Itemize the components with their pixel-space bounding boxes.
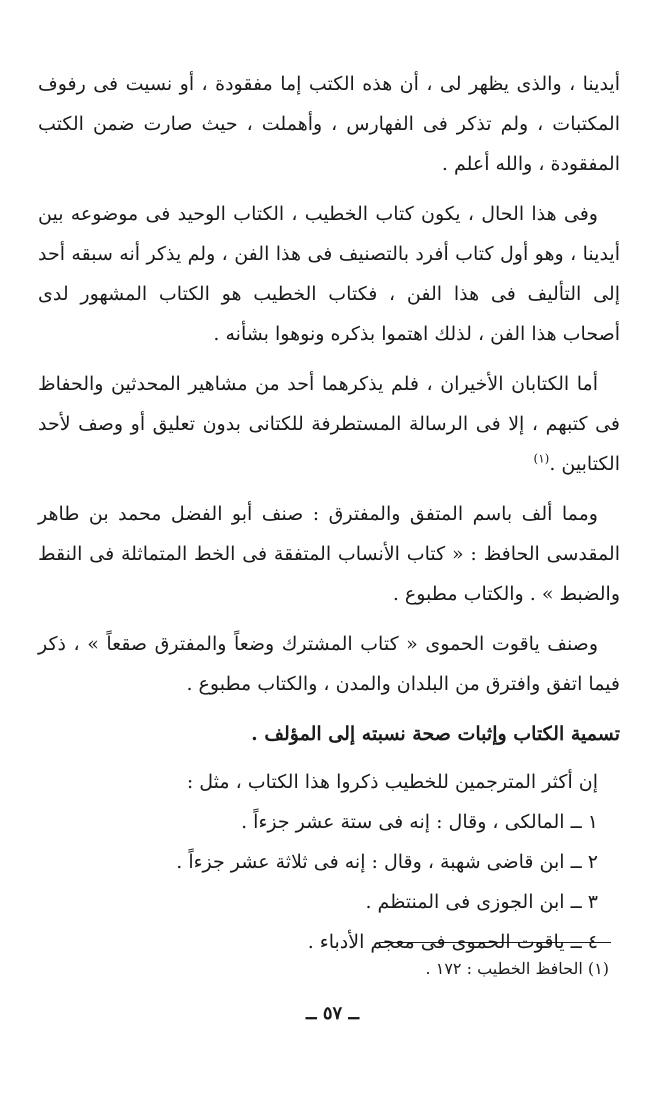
footnote-reference: (١) <box>533 451 550 466</box>
list-intro: إن أكثر المترجمين للخطيب ذكروا هذا الكتاب ، مثل : <box>186 771 598 793</box>
footnote: (١) الحافظ الخطيب : ١٧٢ . <box>425 959 609 978</box>
list-item: ٤ ــ ياقوت الحموى فى معجم الأدباء . <box>307 931 598 953</box>
list-item: ٢ ــ ابن قاضى شهبة ، وقال : إنه فى ثلاثة عشر جزءاً . <box>176 851 598 873</box>
footnote-divider <box>379 942 611 943</box>
page-number: ــ ٥٧ ــ <box>306 1003 359 1024</box>
paragraph-4: ومما ألف باسم المتفق والمفترق : صنف أبو الفضل محمد بن طاهر المقدسى الحافظ : « كتاب الأنساب المتفقة فى الخط المتماثلة فى النقط والضبط » . والكتاب مطبوع . <box>38 503 620 605</box>
paragraph-2: وفى هذا الحال ، يكون كتاب الخطيب ، الكتاب الوحيد فى موضوعه بين أيدينا ، وهو أول كتاب أفرد بالتصنيف فى هذا الفن ، ولم يذكر أنه سبقه أحد إلى التأليف فى هذا الفن ، فكتاب الخطيب هو الكتاب المشهور لدى أصحاب هذا الفن ، لذلك اهتموا بذكره ونوهوا بشأنه . <box>38 203 620 345</box>
list-item: ١ ــ المالكى ، وقال : إنه فى ستة عشر جزءاً . <box>241 811 598 833</box>
paragraph-5: وصنف ياقوت الحموى « كتاب المشترك وضعاً والمفترق صقعاً » ، ذكر فيما اتفق وافترق من البلدان والمدن ، والكتاب مطبوع . <box>38 633 620 695</box>
paragraph-3-text: أما الكتابان الأخيران ، فلم يذكرهما أحد من مشاهير المحدثين والحفاظ فى كتبهم ، إلا فى الرسالة المستطرفة للكتانى بدون تعليق أو وصف لأحد الكتابين . <box>38 373 620 475</box>
paragraph-1: أيدينا ، والذى يظهر لى ، أن هذه الكتب إما مفقودة ، أو نسيت فى رفوف المكتبات ، ولم تذكر فى الفهارس ، وأهملت ، حيث صارت ضمن الكتب المفقودة ، والله أعلم . <box>38 73 620 175</box>
biographers-list <box>38 802 620 962</box>
section-heading: تسمية الكتاب وإثبات صحة نسبته إلى المؤلف . <box>251 723 620 745</box>
list-item: ٣ ــ ابن الجوزى فى المنتظم . <box>365 891 598 913</box>
page-body <box>38 64 620 962</box>
paragraph-3 <box>38 364 620 484</box>
